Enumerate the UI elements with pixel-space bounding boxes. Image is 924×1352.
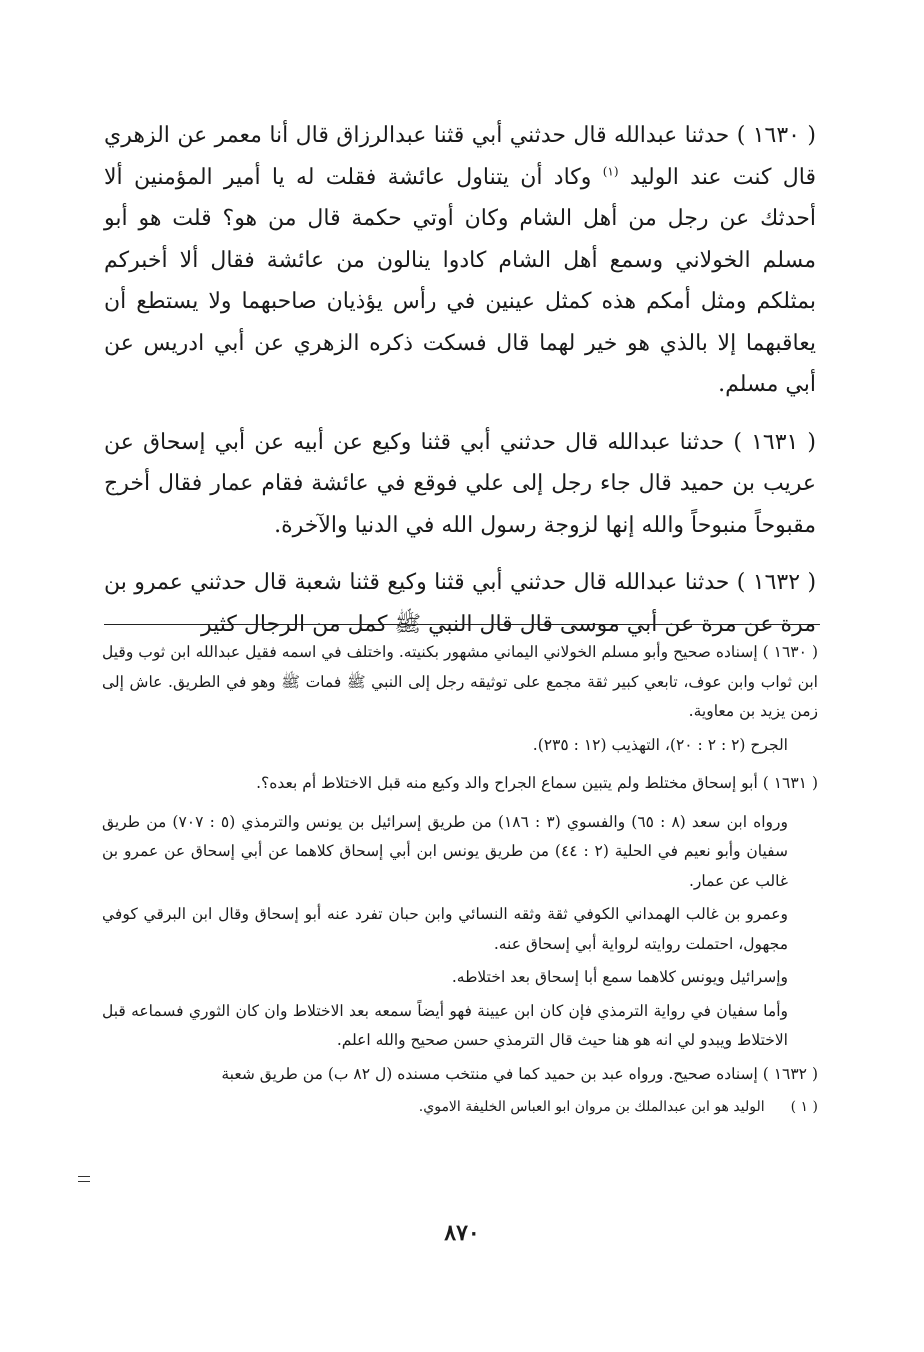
hadith-1631 xyxy=(104,422,816,547)
hadith-text: وكاد أن يتناول عائشة فقلت له يا أمير المؤمنين ألا أحدثك عن رجل من أهل الشام وكان أوتي حكمة قال من هو؟ قلت هو أبو مسلم الخولاني وسمع أهل الشام كادوا ينالون من عائشة فقال ألا أخبركم بمثلكم ومثل أمكم هذه كمثل عينين في رأس يؤذيان صاحبهما ولا يستطع أن يعاقبهما إلا بالذي هو خير لهما قال فسكت ذكره الزهري عن أبي ادريس عن أبي مسلم. xyxy=(104,164,816,397)
hadith-text: حدثنا عبدالله قال حدثني أبي قثنا عبدالرزاق قال أنا معمر عن الزهري قال كنت عند الوليد xyxy=(104,123,816,190)
separator-rule xyxy=(104,624,820,625)
note-1631-a: ( ١٦٣١ ) أبو إسحاق مختلط ولم يتبين سماع الجراح والد وكيع منه قبل الاختلاط أم بعده؟. xyxy=(256,774,818,792)
commentary-notes xyxy=(102,638,818,1123)
hadith-number: ( ١٦٣٠ ) xyxy=(736,123,817,148)
main-text xyxy=(104,115,816,661)
margin-mark xyxy=(78,1176,90,1182)
note-1630-b: الجرح (٢ : ٢ : ٢٠)، التهذيب (١٢ : ٢٣٥). xyxy=(532,735,788,754)
page-number: ٨٧٠ xyxy=(444,1220,480,1246)
note-1631-e: وأما سفيان في رواية الترمذي فإن كان ابن عيينة فهو أيضاً سمعه بعد الاختلاط وان كان الثوري فسماعه قبل الاختلاط ويبدو لي انه هو هنا حيث قال الترمذي حسن صحيح والله اعلم. xyxy=(102,1001,788,1049)
note-1632-a: ( ١٦٣٢ ) إسناده صحيح. ورواه عبد بن حميد كما في منتخب مسنده (ل ٨٢ ب) من طريق شعبة xyxy=(221,1064,818,1083)
footnote-reference[interactable]: (١) xyxy=(602,164,619,179)
hadith-1632 xyxy=(104,562,816,645)
footnote-marker: ( ١ ) xyxy=(790,1099,818,1115)
hadith-number: ( ١٦٣٢ ) xyxy=(736,570,817,595)
footnote-text: الوليد هو ابن عبدالملك بن مروان ابو العباس الخليفة الاموي. xyxy=(418,1099,765,1115)
note-1631-b: ورواه ابن سعد (٨ : ٦٥) والفسوي (٣ : ١٨٦) من طريق إسرائيل بن يونس والترمذي (٥ : ٧٠٧) من طريق سفيان وأبو نعيم في الحلية (٢ : ٤٤) من طريق يونس ابن أبي إسحاق كلاهما عن أبي إسحاق عن عمرو بن غالب عن عمار. xyxy=(102,812,789,890)
hadith-number: ( ١٦٣١ ) xyxy=(733,429,817,455)
hadith-1630 xyxy=(104,115,816,406)
note-1630-a: ( ١٦٣٠ ) إسناده صحيح وأبو مسلم الخولاني اليماني مشهور بكنيته. واختلف في اسمه فقيل عبدالله ابن ثوب وقيل ابن ثواب وابن عوف، تابعي كبير ثقة مجمع على توثيقه رجل إلى النبي ﷺ فمات ﷺ وهو في الطريق. عاش إلى زمن يزيد بن معاوية. xyxy=(102,643,819,720)
footnote-1 xyxy=(102,1093,818,1123)
note-1631-c: وعمرو بن غالب الهمداني الكوفي ثقة وثقه النسائي وابن حبان تفرد عنه أبو إسحاق وقال ابن البرقي كوفي مجهول، احتملت روايته لرواية أبي إسحاق عنه. xyxy=(102,905,788,953)
hadith-text: حدثنا عبدالله قال حدثني أبي قثنا وكيع عن أبيه عن أبي إسحاق عن عريب بن حميد قال جاء رجل إلى علي فوقع في عائشة فقام عمار فقال أخرج مقبوحاً منبوحاً والله إنها لزوجة رسول الله في الدنيا والآخرة. xyxy=(104,429,816,538)
hadith-text: حدثنا عبدالله قال حدثني أبي قثنا وكيع قثنا شعبة قال حدثني عمرو بن مرة عن مرة عن أبي موسى قال قال النبي ﷺ كمل من الرجال كثير xyxy=(104,570,816,637)
note-1631-d: وإسرائيل ويونس كلاهما سمع أبا إسحاق بعد اختلاطه. xyxy=(451,968,788,986)
